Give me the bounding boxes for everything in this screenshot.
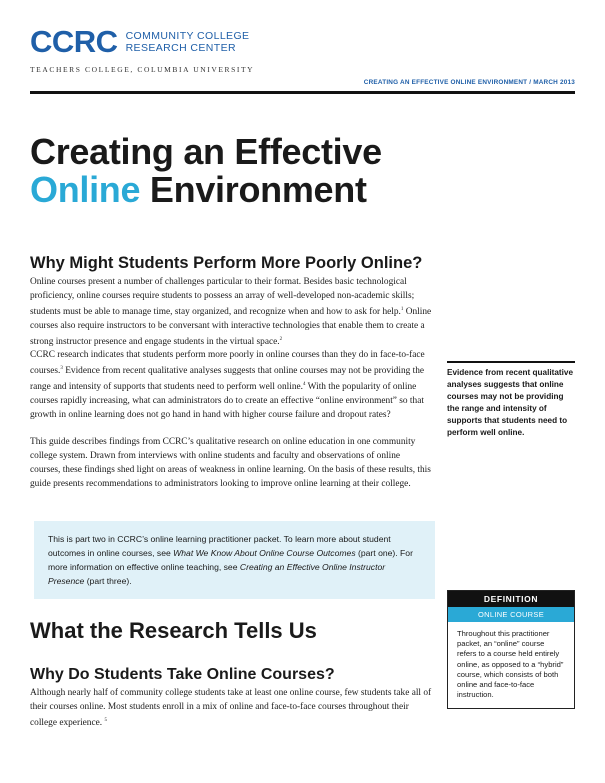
definition-box [447,590,575,709]
p2-text-b: Evidence from recent qualitative analyses suggests that online courses may not be providing the range and intensity of supports that students need to perform well online. [30,366,425,393]
p2-text-c: With the popularity of online courses rapidly increasing, what can administrators do to create an effective “online environment” so that growth in online learning does not go hand in hand with higher course failure and dropout rates? [30,382,424,421]
logo-mark: CCRC [30,24,118,59]
title-accent-word: Online [30,169,141,210]
paragraph-challenges [30,275,432,349]
paragraph-enrollment [30,686,432,730]
title-line1: Creating an Effective [30,131,382,172]
definition-term: ONLINE COURSE [448,607,574,622]
org-name-line2: RESEARCH CENTER [125,41,236,54]
footnote-ref: 4 [303,382,306,388]
definition-body: Throughout this practitioner packet, an “online” course refers to a course held entirely online, as opposed to a “hybrid” course, which consists of both online and face-to-face instruction. [457,629,564,700]
pull-quote: Evidence from recent qualitative analyses suggests that online courses may not be providing the range and intensity of supports that students need to perform well online. [447,361,575,439]
callout-text-3: (part three). [84,576,132,586]
document-title [30,133,575,209]
callout-text-2: (part one). For more information on effective online teaching, see [48,548,413,572]
paragraph-research [30,348,432,422]
affiliation: TEACHERS COLLEGE, COLUMBIA UNIVERSITY [30,65,255,74]
section-heading-research: What the Research Tells Us [30,618,317,643]
footnote-ref: 3 [60,366,63,371]
ccrc-logo [30,26,249,57]
subsection-heading-why-take: Why Do Students Take Online Courses? [30,666,335,683]
title-line2-rest: Environment [140,169,367,210]
definition-heading: DEFINITION [448,591,574,607]
p1-text-a: Online courses present a number of challenges particular to their format. Besides basic technological proficiency, online courses require students to possess an array of well-developed non-academic skills; students must be able to manage time, stay organized, and recognize when and how to ask for help. [30,277,415,318]
header-rule [30,91,575,94]
callout-title-part-three: Creating an Effective Online Instructor Presence [48,562,386,586]
logo-org-name [126,30,250,54]
p4-text: Although nearly half of community college students take at least one online course, few students take all of their courses online. Most students enroll in a mix of online and face-to-face courses throughout their college experience. [30,688,432,729]
callout-text-1: This is part two in CCRC’s online learning practitioner packet. To learn more about student outcomes in online courses, see [48,534,391,558]
callout-title-part-one: What We Know About Online Course Outcomes [173,548,356,558]
org-name-line1: COMMUNITY COLLEGE [125,29,250,42]
section-heading-why-perform: Why Might Students Perform More Poorly Online? [30,254,423,272]
footnote-ref: 2 [279,337,283,343]
footnote-ref: 1 [400,307,404,312]
p2-text-a: CCRC research indicates that students perform more poorly in online courses than they do in face-to-face courses. [30,350,425,377]
p1-text-b: Online courses also require instructors to be conversant with interactive technologies that enable them to create a strong instructor presence and engage students in the virtual space. [30,307,432,348]
packet-callout-box [34,521,435,599]
footnote-ref: 5 [104,718,107,723]
paragraph-guide: This guide describes findings from CCRC’s qualitative research on online education in one community college system. Drawn from interviews with online students and faculty and observations of online courses, these findings shed light on areas of weakness in online learning. On the basis of these results, this guide presents recommendations to administrators looking to improve online learning at their college. [30,437,431,489]
running-head: CREATING AN EFFECTIVE ONLINE ENVIRONMENT / MARCH 2013 [363,79,575,86]
